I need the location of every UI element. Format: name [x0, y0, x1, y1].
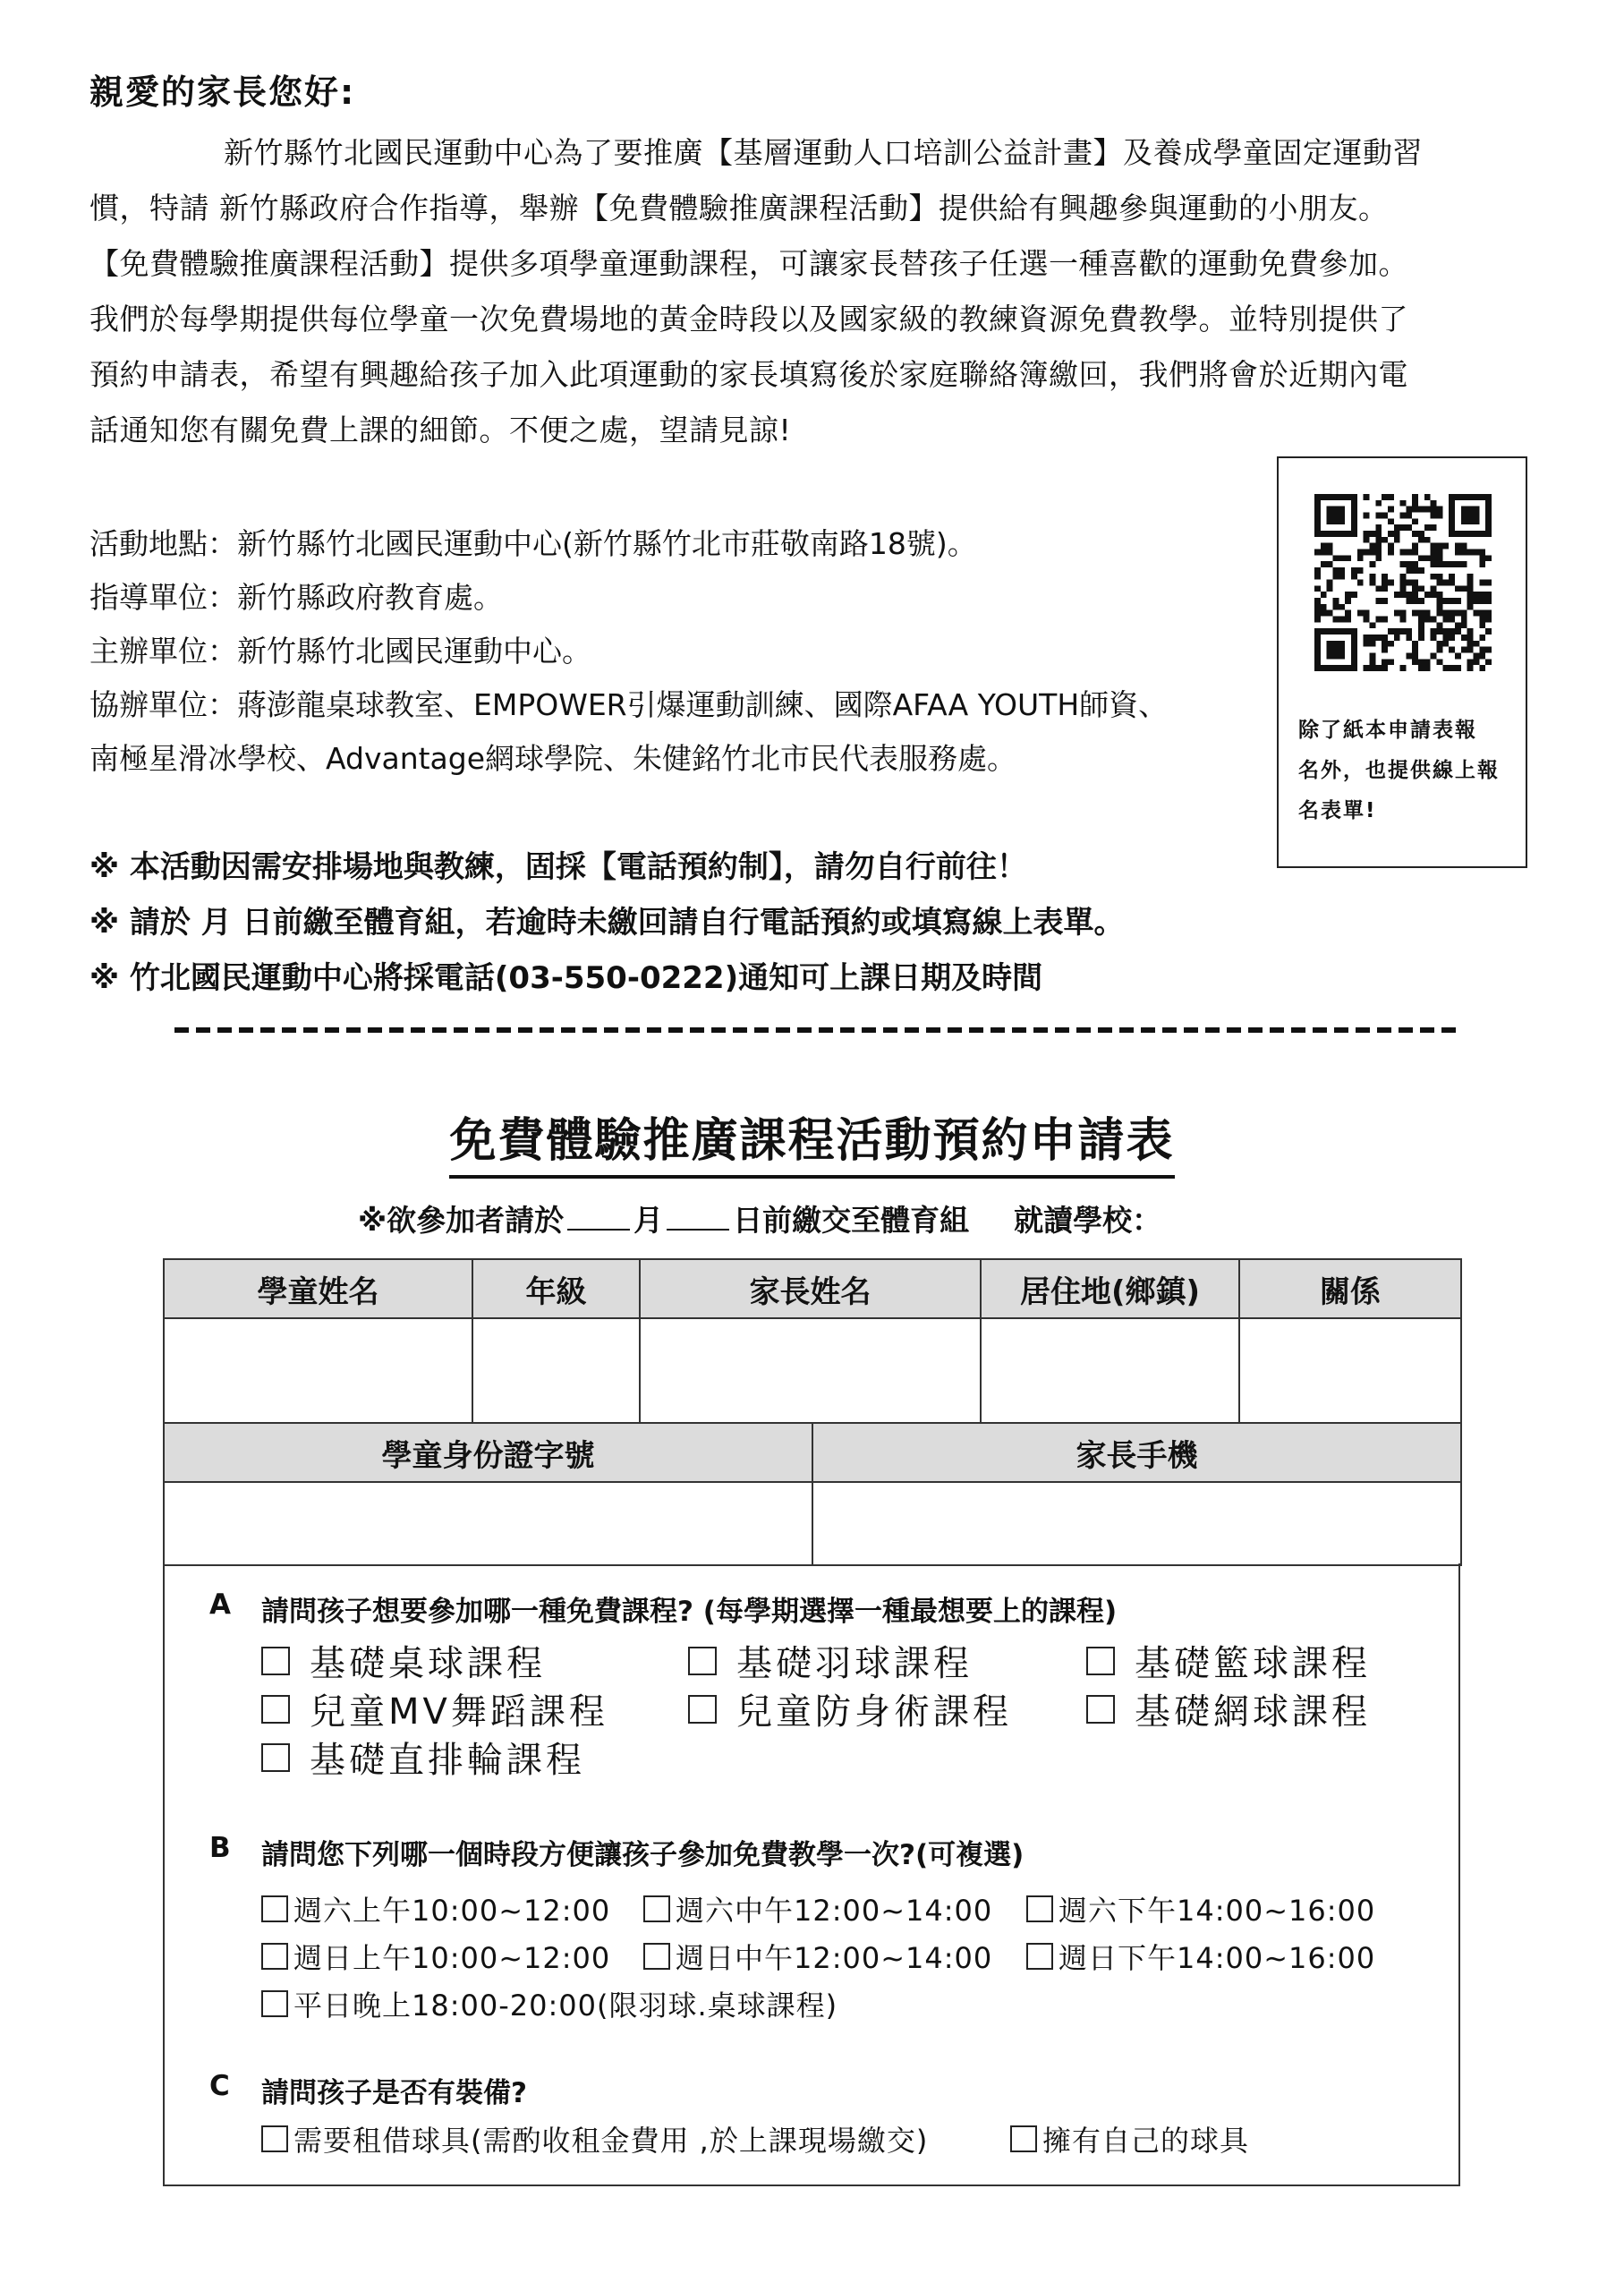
option-label: 基礎籃球課程 — [1135, 1643, 1371, 1684]
question-b-text: 請問您下列哪一個時段方便讓孩子參加免費教學一次?(可複選) — [261, 1839, 1025, 1871]
id-phone-table — [163, 1422, 1462, 1566]
checkbox[interactable] — [643, 1895, 670, 1922]
greeting: 親愛的家長您好: — [89, 72, 356, 112]
form-deadline — [358, 1197, 1161, 1239]
question-c-label: C — [209, 2070, 230, 2102]
deadline-suffix: 日前繳交至體育組 — [733, 1203, 970, 1238]
parent-phone-field[interactable] — [812, 1482, 1461, 1565]
option-label: 週日下午14:00~16:00 — [1059, 1941, 1376, 1975]
intro-line: 慣，特請 新竹縣政府合作指導，舉辦【免費體驗推廣課程活動】提供給有興趣參與運動的小朋友。 — [89, 191, 1389, 226]
form-title: 免費體驗推廣課程活動預約申請表 — [449, 1114, 1174, 1179]
header-grade: 年級 — [472, 1259, 640, 1318]
option-label: 週六中午12:00~14:00 — [676, 1894, 993, 1928]
timeslot-sun-afternoon[interactable] — [1026, 1936, 1375, 1977]
course-option-tennis[interactable] — [1086, 1683, 1371, 1734]
question-b-label: B — [209, 1832, 231, 1864]
checkbox[interactable] — [1026, 1895, 1053, 1922]
form-title-wrap — [0, 1103, 1624, 1170]
deadline-prefix: ※欲參加者請於 — [358, 1203, 565, 1238]
student-id-field[interactable] — [164, 1482, 812, 1565]
checkbox[interactable] — [261, 1943, 288, 1970]
qr-caption-line: 名外，也提供線上報 — [1298, 759, 1500, 782]
option-label: 週日中午12:00~14:00 — [676, 1941, 993, 1975]
option-label: 平日晚上18:00-20:00(限羽球.桌球課程) — [293, 1989, 838, 2023]
parent-name-field[interactable] — [640, 1318, 981, 1423]
header-parent-phone: 家長手機 — [812, 1423, 1461, 1482]
student-info-table — [163, 1258, 1462, 1424]
intro-line: 我們於每學期提供每位學童一次免費場地的黃金時段以及國家級的教練資源免費教學。並特別提供了 — [89, 302, 1408, 336]
question-a-label: A — [209, 1588, 231, 1621]
note-deadline: ※ 請於 月 日前繳至體育組，若逾時未繳回請自行電話預約或填寫線上表單。 — [89, 905, 1125, 941]
qr-caption-line: 除了紙本申請表報 — [1298, 719, 1477, 742]
qr-box — [1277, 456, 1527, 868]
checkbox[interactable] — [261, 1647, 290, 1675]
header-student-id: 學童身份證字號 — [164, 1423, 812, 1482]
course-option-basketball[interactable] — [1086, 1635, 1371, 1686]
checkbox[interactable] — [643, 1943, 670, 1970]
option-label: 週日上午10:00~12:00 — [293, 1941, 611, 1975]
equipment-rent-option[interactable] — [261, 2118, 928, 2159]
note-phone-notice: ※ 竹北國民運動中心將採電話(03-550-0222)通知可上課日期及時間 — [89, 960, 1043, 996]
timeslot-weekday-evening[interactable] — [261, 1983, 838, 2024]
header-relationship: 關係 — [1239, 1259, 1461, 1318]
option-label: 基礎網球課程 — [1135, 1691, 1371, 1733]
questions-section — [163, 1563, 1460, 2186]
option-label: 基礎桌球課程 — [310, 1643, 546, 1684]
info-location: 活動地點：新竹縣竹北國民運動中心(新竹縣竹北市莊敬南路18號)。 — [89, 526, 977, 561]
cut-line-divider — [174, 1027, 1463, 1033]
checkbox[interactable] — [261, 1695, 290, 1724]
course-option-badminton[interactable] — [688, 1635, 973, 1686]
option-label: 週六上午10:00~12:00 — [293, 1894, 611, 1928]
qr-caption-line: 名表單! — [1298, 799, 1377, 822]
deadline-month: 月 — [633, 1203, 664, 1238]
option-label: 擁有自己的球具 — [1042, 2124, 1250, 2158]
header-residence: 居住地(鄉鎮) — [981, 1259, 1239, 1318]
school-label: 就讀學校： — [1014, 1203, 1162, 1238]
timeslot-sat-morning[interactable] — [261, 1888, 610, 1929]
residence-field[interactable] — [981, 1318, 1239, 1423]
checkbox[interactable] — [1026, 1943, 1053, 1970]
notes — [89, 839, 1125, 1006]
checkbox[interactable] — [261, 1743, 290, 1772]
question-a-text: 請問孩子想要參加哪一種免費課程? (每學期選擇一種最想要上的課程) — [261, 1596, 1118, 1628]
option-label: 兒童MV舞蹈課程 — [310, 1691, 608, 1733]
course-option-mv-dance[interactable] — [261, 1683, 608, 1734]
course-option-inline-skating[interactable] — [261, 1732, 585, 1783]
option-label: 基礎羽球課程 — [736, 1643, 973, 1684]
note-phone-reservation: ※ 本活動因需安排場地與教練，固採【電話預約制】，請勿自行前往！ — [89, 849, 1027, 885]
equipment-own-option[interactable] — [1010, 2118, 1249, 2159]
question-c-text: 請問孩子是否有裝備? — [261, 2077, 527, 2109]
student-name-field[interactable] — [164, 1318, 472, 1423]
qr-caption — [1298, 711, 1513, 831]
course-option-self-defense[interactable] — [688, 1683, 1012, 1734]
checkbox[interactable] — [261, 1990, 288, 2017]
info-co-organizer: 南極星滑冰學校、Advantage網球學院、朱健銘竹北市民代表服務處。 — [89, 741, 1017, 776]
checkbox[interactable] — [1086, 1695, 1115, 1724]
relationship-field[interactable] — [1239, 1318, 1461, 1423]
checkbox[interactable] — [1086, 1647, 1115, 1675]
header-parent-name: 家長姓名 — [640, 1259, 981, 1318]
event-info — [89, 517, 1168, 786]
intro-line: 新竹縣竹北國民運動中心為了要推廣【基層運動人口培訓公益計畫】及養成學童固定運動習 — [224, 135, 1423, 170]
option-label: 基礎直排輪課程 — [310, 1740, 585, 1781]
grade-field[interactable] — [472, 1318, 640, 1423]
timeslot-sun-morning[interactable] — [261, 1936, 610, 1977]
checkbox[interactable] — [688, 1695, 717, 1724]
checkbox[interactable] — [261, 1895, 288, 1922]
option-label: 週六下午14:00~16:00 — [1059, 1894, 1376, 1928]
intro-letter — [89, 125, 1539, 458]
option-label: 需要租借球具(需酌收租金費用 ,於上課現場繳交) — [293, 2124, 929, 2158]
intro-line: 【免費體驗推廣課程活動】提供多項學童運動課程，可讓家長替孩子任選一種喜歡的運動免費參加。 — [89, 246, 1408, 281]
intro-line: 預約申請表，希望有興趣給孩子加入此項運動的家長填寫後於家庭聯絡簿繳回，我們將會於近期內電 — [89, 357, 1408, 392]
info-co-organizer: 協辦單位：蔣澎龍桌球教室、EMPOWER引爆運動訓練、國際AFAA YOUTH師資、 — [89, 687, 1169, 722]
intro-line: 話通知您有關免費上課的細節。不便之處，望請見諒! — [89, 413, 792, 447]
timeslot-sat-afternoon[interactable] — [1026, 1888, 1375, 1929]
info-guidance: 指導單位：新竹縣政府教育處。 — [89, 580, 503, 615]
checkbox[interactable] — [1010, 2125, 1037, 2152]
timeslot-sat-noon[interactable] — [643, 1888, 992, 1929]
checkbox[interactable] — [688, 1647, 717, 1675]
day-blank[interactable] — [667, 1229, 729, 1231]
header-student-name: 學童姓名 — [164, 1259, 472, 1318]
course-option-table-tennis[interactable] — [261, 1635, 546, 1686]
info-organizer: 主辦單位：新竹縣竹北國民運動中心。 — [89, 634, 591, 669]
checkbox[interactable] — [261, 2125, 288, 2152]
option-label: 兒童防身術課程 — [736, 1691, 1012, 1733]
qr-code-icon[interactable] — [1314, 494, 1492, 671]
month-blank[interactable] — [567, 1229, 630, 1231]
timeslot-sun-noon[interactable] — [643, 1936, 992, 1977]
